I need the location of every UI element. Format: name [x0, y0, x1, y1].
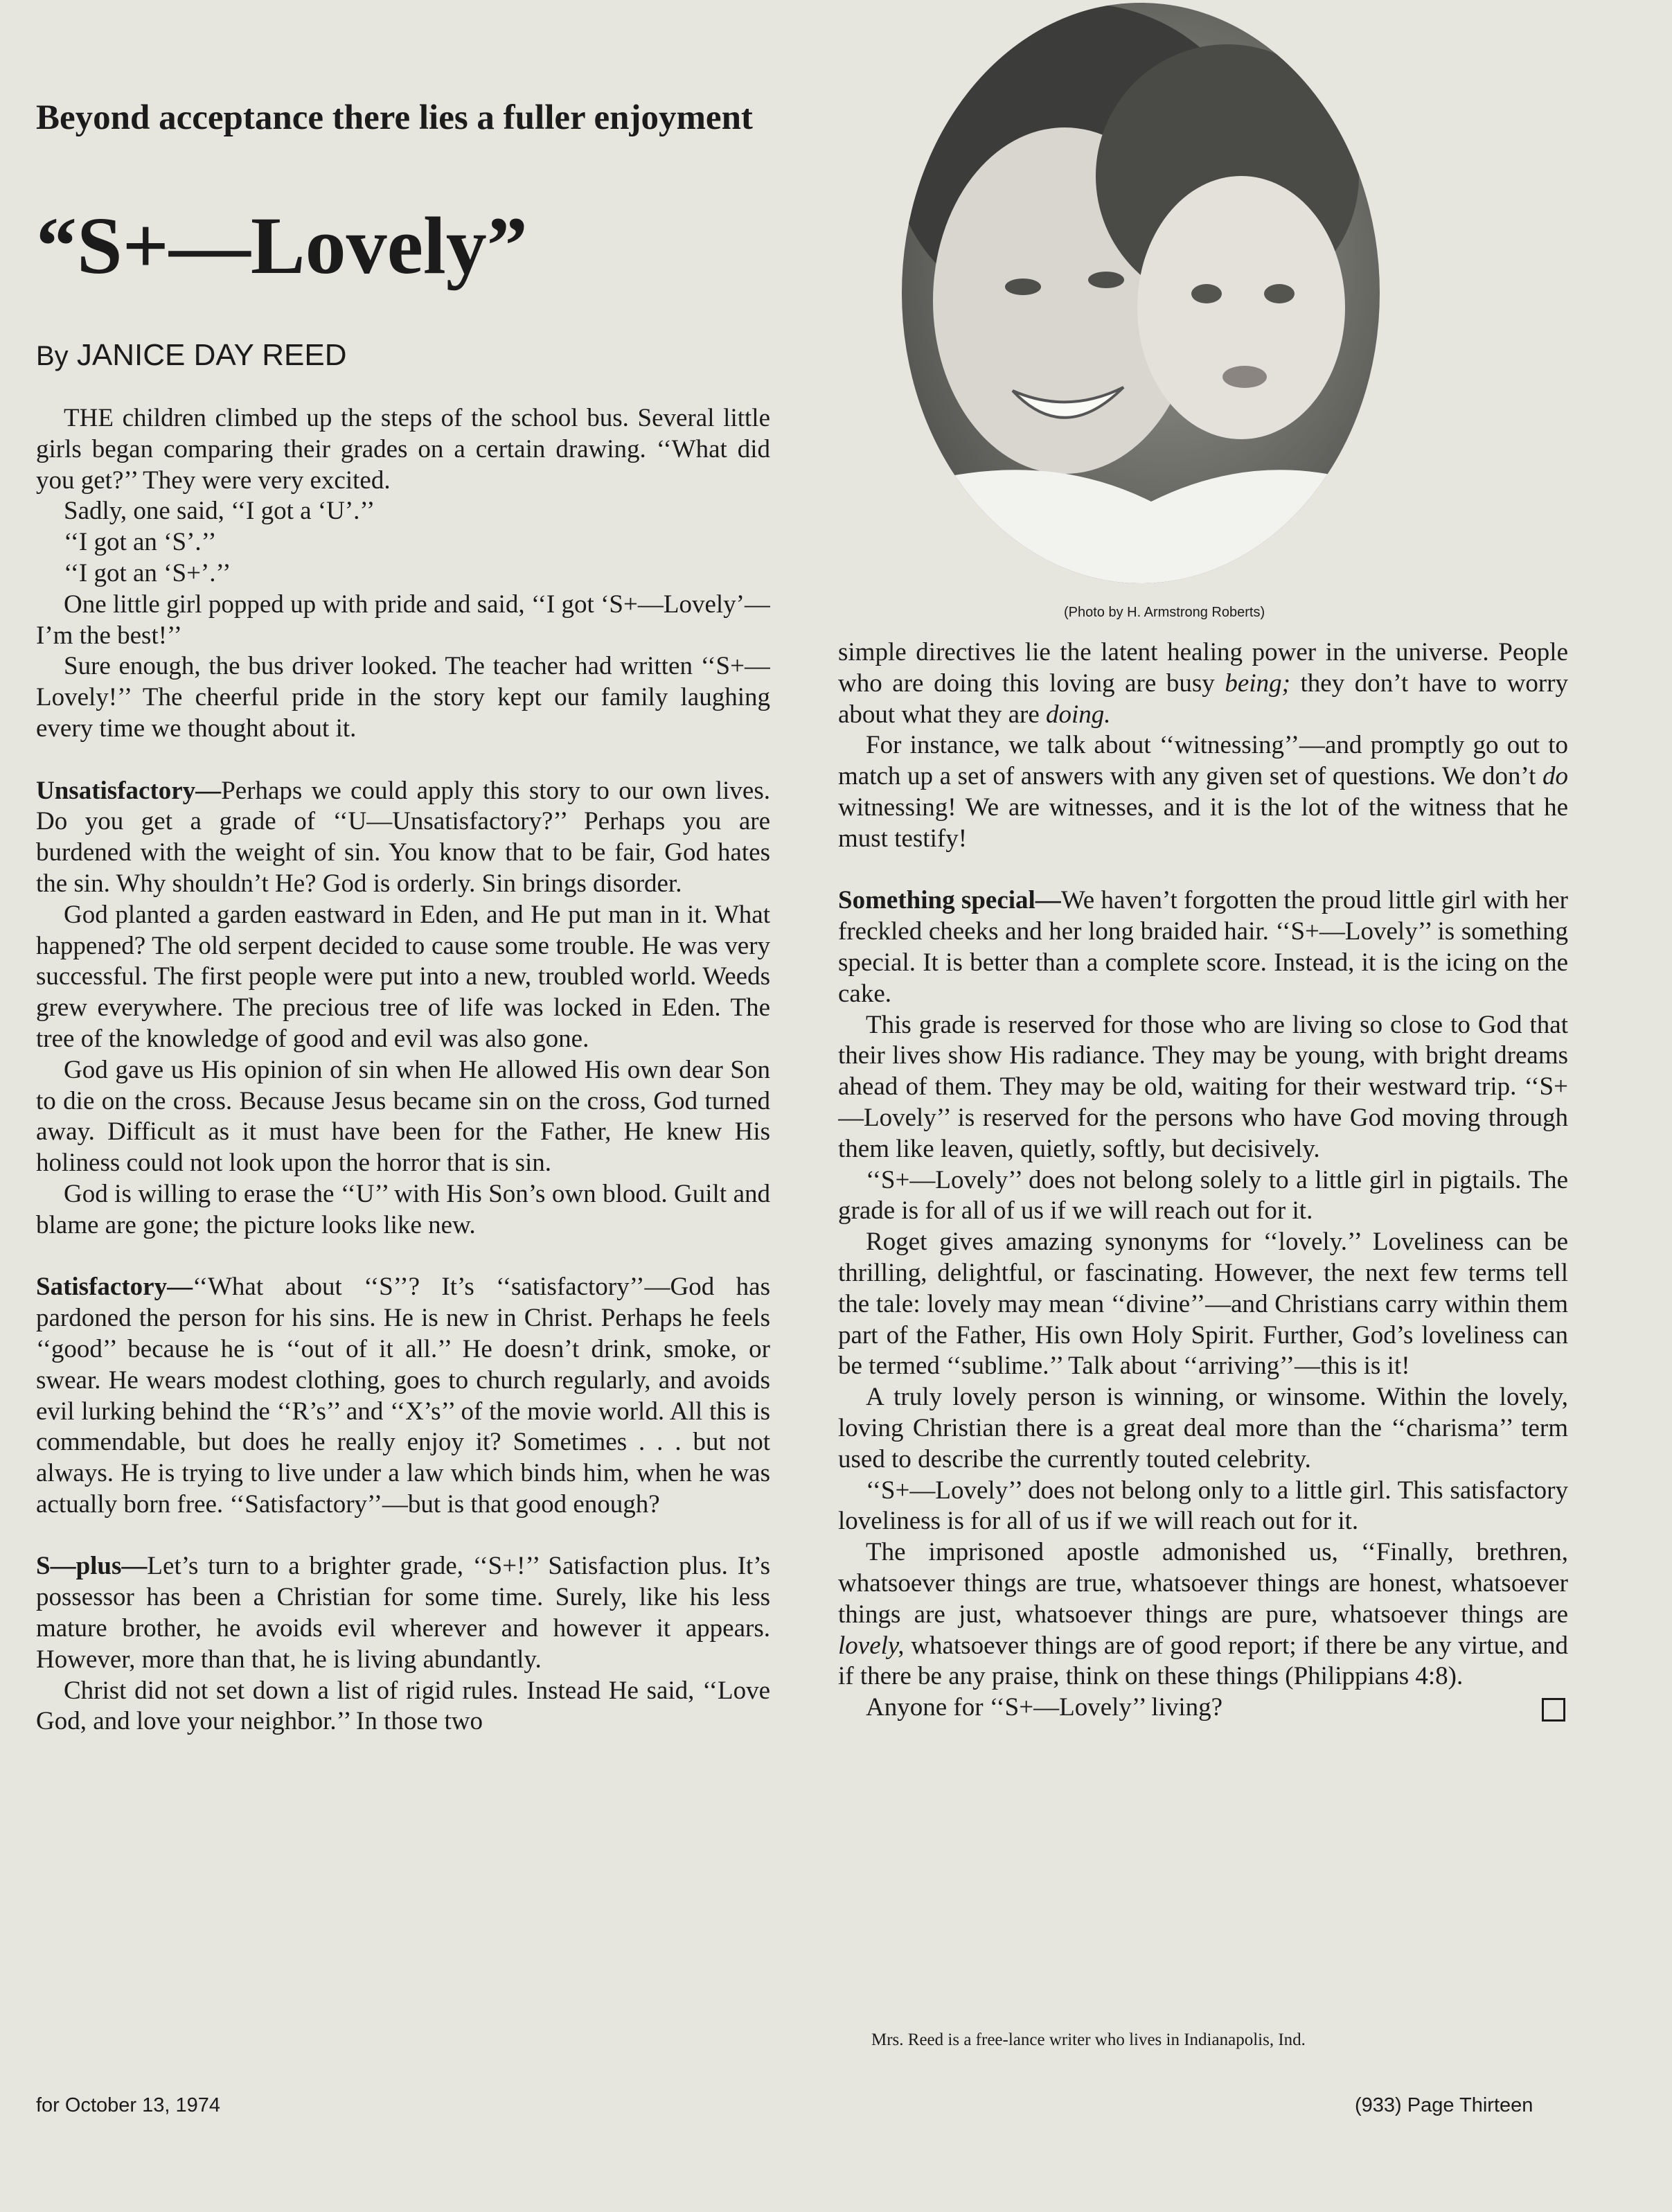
author-bio: Mrs. Reed is a free-lance writer who lives in Indianapolis, Ind.: [871, 2030, 1306, 2049]
mother-and-child-photo: [902, 3, 1380, 583]
photo-child-mouth: [1222, 366, 1267, 388]
text-run: simple directives lie the latent healing power in the universe. People who are doing this loving are busy: [838, 638, 1568, 698]
photo-child-eye-left: [1191, 284, 1222, 303]
emphasis: being;: [1225, 669, 1290, 698]
paragraph: Roget gives amazing synonyms for ‘‘lovely.’’ Loveliness can be thrilling, delightful, or fascinating. However, the next few terms tell the tale: lovely may mean ‘‘divine’’—and Christians carry within them part of the Father, His own Holy Spirit. Further, God’s loveliness can be termed ‘‘sublime.’’ Talk about ‘‘arriving’’—this is it!: [838, 1228, 1568, 1381]
paragraph: Christ did not set down a list of rigid rules. Instead He said, ‘‘Love God, and love your neighbor.’’ In those two: [36, 1676, 770, 1736]
photo-mother-eye-right: [1088, 272, 1124, 288]
text-run: they don’t have to worry about what they are: [838, 669, 1568, 729]
photo-caption: (Photo by H. Armstrong Roberts): [1064, 605, 1265, 620]
section-heading-s-plus: S—plus—: [36, 1552, 148, 1581]
byline: [36, 337, 347, 375]
paragraph: [838, 637, 1568, 730]
section-heading-something-special: Something special—: [838, 886, 1061, 915]
paragraph: [838, 730, 1568, 854]
footer-date: for October 13, 1974: [36, 2094, 220, 2116]
article-kicker: Beyond acceptance there lies a fuller enjoyment: [36, 98, 753, 137]
paragraph: Perhaps we could apply this story to our own lives. Do you get a grade of ‘‘U—Unsatisfactory?’’ Perhaps you are burdened with the weight of sin. You know that to be fair, God hates the sin. Why shouldn’t He? God is orderly. Sin brings disorder.: [36, 776, 770, 898]
text-run: whatsoever things are of good report; if there be any virtue, and if there be any praise, think on these things (Philippians 4:8).: [838, 1631, 1568, 1691]
paragraph: God planted a garden eastward in Eden, and He put man in it. What happened? The old serpent decided to cause some trouble. He was very successful. The first people were put into a new, troubled world. Weeds grew everywhere. The precious tree of life was locked in Eden. The tree of the knowledge of good and evil was also gone.: [36, 900, 770, 1053]
section-s-plus: [36, 1551, 770, 1675]
photo-clothing: [902, 470, 1380, 583]
section-heading-unsatisfactory: Unsatisfactory—: [36, 776, 222, 805]
paragraph: ‘‘S+—Lovely’’ does not belong solely to a little girl in pigtails. The grade is for all of us if we will reach out for it.: [838, 1165, 1568, 1226]
article-title: “S+—Lovely”: [36, 200, 528, 291]
photo-child-face: [1137, 176, 1345, 439]
paragraph: This grade is reserved for those who are living so close to God that their lives show His radiance. They may be young, with bright dreams ahead of them. They may be old, waiting for their westward trip. ‘‘S+—Lovely’’ is reserved for the persons who have God moving through them like leaven, quietly, softly, but decisively.: [838, 1010, 1568, 1163]
article-column-left: [36, 403, 770, 2045]
paragraph: We haven’t forgotten the proud little girl with her freckled cheeks and her long braided hair. ‘‘S+—Lovely’’ is something special. It is better than a complete score. Instead, it is the icing on the cake.: [838, 886, 1568, 1008]
emphasis: doing.: [1046, 700, 1111, 729]
byline-by: By: [36, 341, 69, 371]
paragraph: ‘‘I got an ‘S+’.’’: [64, 558, 231, 587]
section-heading-satisfactory: Satisfactory—: [36, 1273, 193, 1302]
paragraph: Let’s turn to a brighter grade, ‘‘S+!’’ Satisfaction plus. It’s possessor has been a Christian for some time. Surely, like his less mature brother, he avoids evil wherever and however it appears. However, more than that, he is living abundantly.: [36, 1552, 770, 1674]
text-run: Anyone for ‘‘S+—Lovely’’ living?: [866, 1693, 1223, 1722]
paragraph: ‘‘S+—Lovely’’ does not belong only to a little girl. This satisfactory loveliness is for all of us if we will reach out for it.: [838, 1476, 1568, 1536]
section-something-special: [838, 885, 1568, 1009]
photo-child-eye-right: [1264, 284, 1295, 303]
text-run: The imprisoned apostle admonished us, ‘‘Finally, brethren, whatsoever things are true, whatsoever things are honest, whatsoever things are just, whatsoever things are pure, whatsoever things are: [838, 1538, 1568, 1629]
photo-illustration: [902, 3, 1380, 583]
photo-mother-eye-left: [1005, 278, 1041, 295]
text-run: witnessing! We are witnesses, and it is the lot of the witness that he must testify!: [838, 793, 1568, 853]
emphasis: do: [1542, 762, 1568, 791]
paragraph: Sadly, one said, ‘‘I got a ‘U’.’’: [64, 497, 375, 526]
paragraph: ‘‘I got an ‘S’.’’: [64, 528, 217, 557]
article-column-right: [838, 637, 1568, 2030]
section-unsatisfactory: [36, 776, 770, 900]
paragraph: One little girl popped up with pride and said, ‘‘I got ‘S+—Lovely’—I’m the best!’’: [36, 590, 770, 650]
paragraph: A truly lovely person is winning, or winsome. Within the lovely, loving Christian there is a great deal more than the ‘‘charisma’’ term used to describe the currently touted celebrity.: [838, 1383, 1568, 1474]
paragraph: God gave us His opinion of sin when He allowed His own dear Son to die on the cross. Because Jesus became sin on the cross, God turned away. Difficult as it must have been for the Father, He knew His holiness could not look upon the horror that is sin.: [36, 1055, 770, 1178]
paragraph: God is willing to erase the ‘‘U’’ with His Son’s own blood. Guilt and blame are gone; the picture looks like new.: [36, 1179, 770, 1239]
emphasis: lovely,: [838, 1631, 905, 1660]
paragraph: ‘‘What about ‘‘S’’? It’s ‘‘satisfactory’’—God has pardoned the person for his sins. He is new in Christ. Perhaps he feels ‘‘good’’ because he is ‘‘out of it all.’’ He doesn’t drink, smoke, or swear. He wears modest clothing, goes to church regularly, and avoids evil lurking behind the ‘‘R’s’’ and ‘‘X’s’’ of the movie world. All this is commendable, but does he really enjoy it? Sometimes . . . but not always. He is trying to live under a law which binds him, when he was actually born free. ‘‘Satisfactory’’—but is that good enough?: [36, 1273, 770, 1519]
text-run: For instance, we talk about ‘‘witnessing’’—and promptly go out to match up a set of answers with any given set of questions. We don’t: [838, 731, 1568, 791]
byline-author: JANICE DAY REED: [76, 338, 347, 372]
end-mark-box: [1542, 1698, 1565, 1722]
paragraph: [838, 1537, 1568, 1692]
footer-page-number: (933) Page Thirteen: [1355, 2094, 1533, 2116]
paragraph: Sure enough, the bus driver looked. The teacher had written ‘‘S+—Lovely!’’ The cheerful pride in the story kept our family laughing every time we thought about it.: [36, 652, 770, 743]
section-satisfactory: [36, 1272, 770, 1520]
paragraph-closing: [838, 1692, 1568, 1724]
paragraph: THE children climbed up the steps of the school bus. Several little girls began comparing their grades on a certain drawing. ‘‘What did you get?’’ They were very excited.: [36, 404, 770, 495]
